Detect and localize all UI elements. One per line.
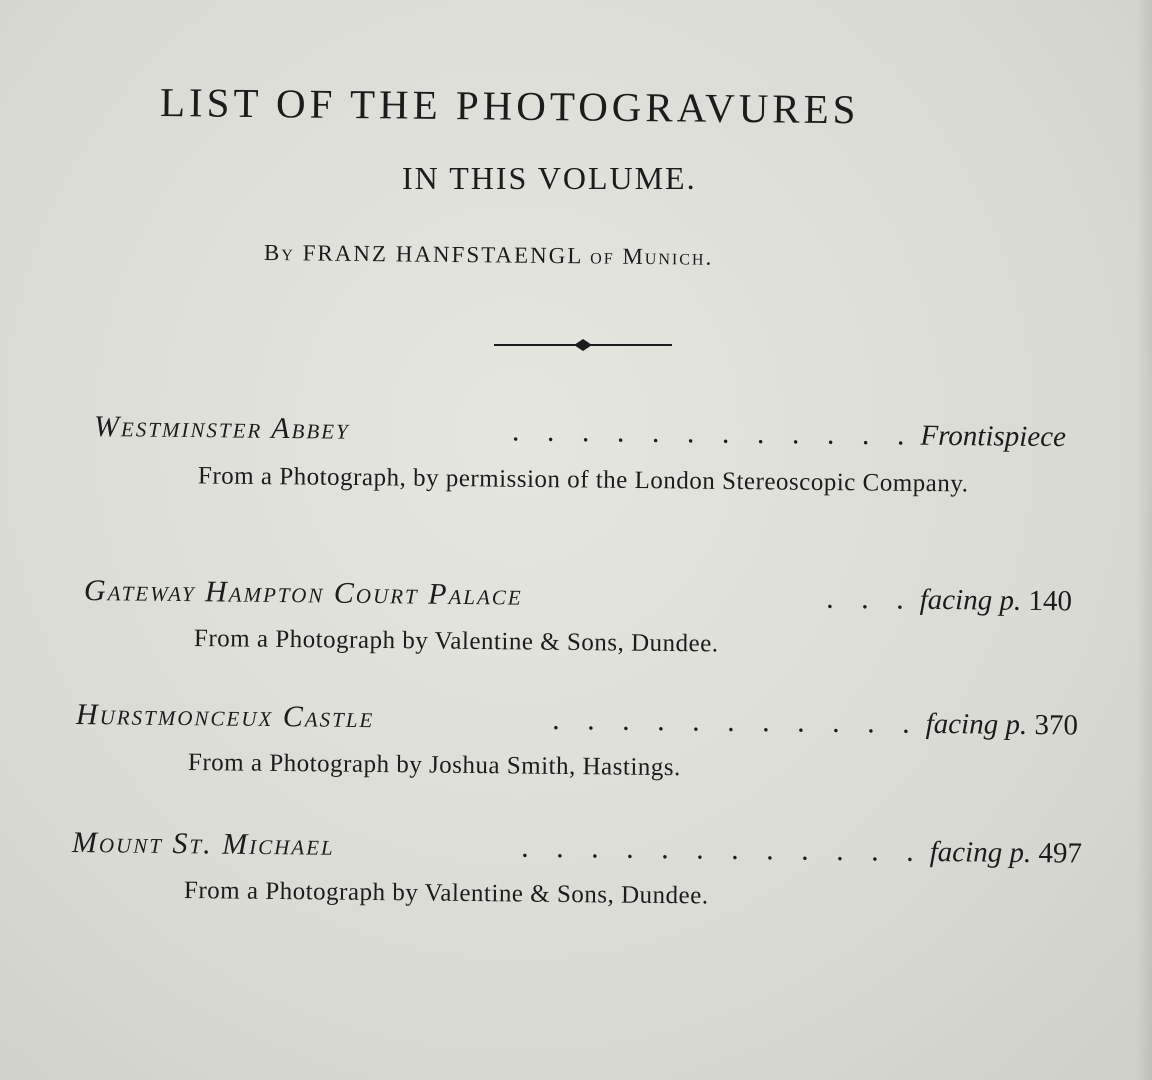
divider-ornament-icon (494, 336, 672, 354)
entry-title: Hurstmonceux Castle (75, 698, 375, 735)
page-reference (930, 836, 1083, 871)
page-title: LIST OF THE PHOTOGRAVURES (159, 79, 860, 133)
page-reference-number: 497 (1038, 837, 1083, 870)
page-reference-label: facing p. (919, 583, 1022, 617)
page-reference (926, 708, 1079, 743)
page-subtitle: IN THIS VOLUME. (402, 160, 697, 196)
entry-line (72, 826, 1082, 871)
entry-title: Mount St. Michael (71, 826, 335, 862)
page-reference (920, 584, 1073, 619)
page-reference (920, 420, 1066, 455)
entry-title: Gateway Hampton Court Palace (83, 574, 523, 612)
entry-credit: From a Photograph by Joshua Smith, Hastings. (187, 749, 681, 782)
entry-credit: From a Photograph, by permission of the London Stereoscopic Company. (197, 462, 969, 498)
entry-credit: From a Photograph by Valentine & Sons, Dundee. (183, 877, 709, 910)
dot-leader: . . . . . . . . . . . (552, 702, 920, 740)
page-reference-label: Frontispiece (920, 419, 1067, 454)
dot-leader: . . . (826, 581, 914, 616)
entry-title: Westminster Abbey (93, 410, 350, 446)
dot-leader: . . . . . . . . . . . . (511, 414, 915, 452)
page-edge-shadow (1136, 0, 1152, 1080)
page-reference-label: facing p. (929, 835, 1032, 870)
byline: By FRANZ HANFSTAENGL of Munich. (263, 240, 714, 270)
entry-credit: From a Photograph by Valentine & Sons, Dundee. (193, 625, 719, 658)
page-reference-number: 140 (1028, 584, 1073, 618)
entry-line (94, 410, 1066, 454)
entry-line (84, 574, 1072, 618)
page-reference-number: 370 (1034, 709, 1079, 742)
entry-line (76, 698, 1078, 742)
page-reference-label: facing p. (925, 707, 1028, 741)
dot-leader: . . . . . . . . . . . . (521, 830, 924, 868)
